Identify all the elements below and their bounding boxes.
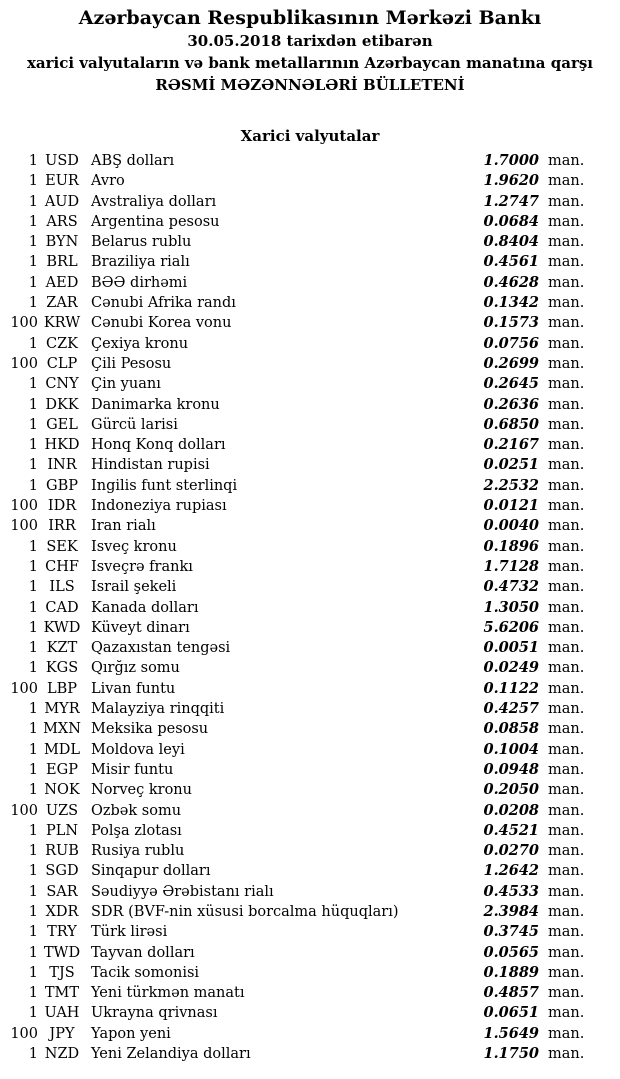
currency-name: Ukrayna qrivnası — [91, 1005, 218, 1022]
currency-quantity: 100 — [10, 315, 38, 332]
currency-code: HKD — [44, 437, 80, 454]
rate-unit: man. — [548, 295, 585, 312]
currency-quantity: 100 — [10, 518, 38, 535]
currency-quantity: 1 — [28, 295, 38, 312]
rate-unit: man. — [548, 761, 585, 778]
currency-name: Kanada dolları — [91, 599, 199, 616]
currency-name: Misir funtu — [91, 761, 174, 778]
currency-code: LBP — [46, 680, 78, 697]
section-title-foreign-currencies: Xarici valyutalar — [240, 127, 380, 145]
rate-unit: man. — [548, 355, 585, 372]
currency-name: İndoneziya rupiası — [91, 498, 227, 515]
rate-unit: man. — [548, 903, 585, 920]
currency-quantity: 1 — [28, 213, 38, 230]
rate-value: 1.7128 — [483, 557, 539, 575]
currency-code: MXN — [43, 721, 81, 738]
currency-quantity: 1 — [28, 701, 38, 718]
currency-quantity: 1 — [28, 558, 38, 575]
exchange-rates-table — [0, 152, 620, 1065]
rate-value: 2.3984 — [483, 902, 539, 920]
rate-unit: man. — [548, 1046, 585, 1063]
currency-quantity: 1 — [28, 903, 38, 920]
rate-value: 0.0948 — [483, 760, 539, 778]
rate-unit: man. — [548, 863, 585, 880]
rate-unit: man. — [548, 944, 585, 961]
table-row — [0, 700, 620, 720]
rate-value: 0.1122 — [483, 679, 539, 697]
bulletin-title: RƏSMİ MƏZƏNNƏLƏRİ BÜLLETENİ — [155, 76, 465, 94]
rate-value: 0.4732 — [483, 578, 539, 596]
currency-quantity: 1 — [28, 863, 38, 880]
table-row — [0, 842, 620, 862]
currency-code: AUD — [44, 193, 80, 210]
rate-unit: man. — [548, 1025, 585, 1042]
currency-code: BRL — [46, 254, 78, 271]
currency-quantity: 1 — [28, 274, 38, 291]
currency-code: TWD — [43, 944, 81, 961]
rate-value: 0.0651 — [483, 1004, 539, 1022]
currency-quantity: 1 — [28, 376, 38, 393]
rate-unit: man. — [548, 741, 585, 758]
currency-code: CAD — [45, 599, 79, 616]
currency-code: AED — [45, 274, 79, 291]
currency-quantity: 1 — [28, 193, 38, 210]
rate-unit: man. — [548, 640, 585, 657]
currency-code: CZK — [45, 335, 78, 352]
currency-code: DKK — [45, 396, 79, 413]
table-row — [0, 720, 620, 740]
rate-value: 0.2645 — [483, 375, 539, 393]
rate-unit: man. — [548, 315, 585, 332]
currency-quantity: 1 — [28, 782, 38, 799]
table-row — [0, 416, 620, 436]
rate-value: 0.4257 — [483, 700, 539, 718]
rate-unit: man. — [548, 964, 585, 981]
currency-name: İran rialı — [91, 518, 156, 535]
currency-name: Küveyt dinarı — [91, 619, 190, 636]
rate-unit: man. — [548, 376, 585, 393]
currency-name: Norveç kronu — [91, 782, 192, 799]
currency-quantity: 1 — [28, 761, 38, 778]
currency-quantity: 1 — [28, 335, 38, 352]
currency-name: İsveç kronu — [91, 538, 177, 555]
bank-title: Azərbaycan Respublikasının Mərkəzi Bankı — [78, 7, 542, 29]
currency-name: Polşa zlotası — [91, 822, 182, 839]
rate-value: 0.4628 — [483, 273, 539, 291]
table-row — [0, 619, 620, 639]
currency-name: Cənubi Afrika randı — [91, 295, 236, 312]
table-row — [0, 436, 620, 456]
currency-name: Cənubi Korea vonu — [91, 315, 232, 332]
currency-code: UZS — [45, 802, 79, 819]
currency-code: ZAR — [46, 295, 78, 312]
currency-quantity: 1 — [28, 599, 38, 616]
currency-quantity: 1 — [28, 437, 38, 454]
currency-quantity: 100 — [10, 680, 38, 697]
currency-quantity: 1 — [28, 234, 38, 251]
currency-code: ILS — [49, 579, 75, 596]
table-row — [0, 761, 620, 781]
rate-value: 1.9620 — [483, 172, 539, 190]
currency-quantity: 1 — [28, 985, 38, 1002]
table-row — [0, 375, 620, 395]
currency-code: RUB — [45, 843, 79, 860]
currency-quantity: 1 — [28, 173, 38, 190]
rate-unit: man. — [548, 335, 585, 352]
table-row — [0, 984, 620, 1004]
table-row — [0, 578, 620, 598]
currency-code: JPY — [49, 1025, 75, 1042]
currency-code: BYN — [45, 234, 79, 251]
currency-code: TJS — [49, 964, 75, 981]
rate-value: 1.2642 — [483, 862, 539, 880]
currency-quantity: 1 — [28, 254, 38, 271]
currency-quantity: 1 — [28, 1046, 38, 1063]
currency-name: Yeni türkmən manatı — [91, 985, 245, 1002]
currency-code: GBP — [46, 477, 78, 494]
rate-value: 1.2747 — [483, 192, 539, 210]
table-row — [0, 1004, 620, 1024]
table-row — [0, 497, 620, 517]
rate-value: 0.0051 — [483, 639, 539, 657]
currency-name: Özbək somu — [91, 802, 182, 819]
currency-quantity: 1 — [28, 1005, 38, 1022]
table-row — [0, 193, 620, 213]
currency-name: Çili Pesosu — [91, 355, 172, 372]
rate-unit: man. — [548, 924, 585, 941]
currency-code: MDL — [43, 741, 81, 758]
rate-value: 0.8404 — [483, 233, 539, 251]
rate-value: 0.4521 — [483, 821, 539, 839]
table-row — [0, 923, 620, 943]
currency-quantity: 1 — [28, 579, 38, 596]
table-row — [0, 396, 620, 416]
rate-value: 5.6206 — [483, 618, 539, 636]
effective-date-line: 30.05.2018 tarixdən etibarən — [187, 32, 433, 50]
rate-value: 1.1750 — [483, 1045, 539, 1063]
currency-name: Çin yuanı — [91, 376, 161, 393]
currency-code: USD — [45, 153, 79, 169]
currency-quantity: 1 — [28, 416, 38, 433]
currency-name: Honq Konq dolları — [91, 437, 226, 454]
table-row — [0, 781, 620, 801]
currency-code: EUR — [45, 173, 79, 190]
currency-quantity: 100 — [10, 498, 38, 515]
currency-code: TRY — [47, 924, 77, 941]
rate-value: 0.0251 — [483, 456, 539, 474]
table-row — [0, 1045, 620, 1065]
currency-code: CHF — [45, 558, 79, 575]
currency-name: İsveçrə frankı — [91, 558, 193, 575]
currency-name: İngilis funt sterlinqi — [91, 477, 238, 494]
table-row — [0, 802, 620, 822]
currency-code: GEL — [46, 416, 78, 433]
currency-quantity: 100 — [10, 802, 38, 819]
rate-value: 0.6850 — [483, 415, 539, 433]
currency-name: Gürcü larisi — [91, 416, 178, 433]
rate-unit: man. — [548, 802, 585, 819]
currency-code: EGP — [46, 761, 78, 778]
rate-value: 2.2532 — [483, 476, 539, 494]
rate-unit: man. — [548, 782, 585, 799]
table-row — [0, 639, 620, 659]
table-row — [0, 558, 620, 578]
rate-value: 0.2050 — [483, 781, 539, 799]
rate-value: 0.1342 — [483, 294, 539, 312]
table-row — [0, 1025, 620, 1045]
currency-quantity: 100 — [10, 355, 38, 372]
rate-unit: man. — [548, 213, 585, 230]
currency-code: NOK — [44, 782, 80, 799]
currency-quantity: 1 — [28, 964, 38, 981]
rate-value: 0.1896 — [483, 537, 539, 555]
currency-name: Belarus rublu — [91, 234, 192, 251]
table-row — [0, 152, 620, 172]
rate-unit: man. — [548, 599, 585, 616]
rate-unit: man. — [548, 721, 585, 738]
currency-name: Hindistan rupisi — [91, 457, 210, 474]
rate-value: 0.3745 — [483, 923, 539, 941]
currency-name: Avro — [91, 173, 125, 190]
currency-name: Yapon yeni — [91, 1025, 171, 1042]
currency-name: Sinqapur dolları — [91, 863, 211, 880]
currency-code: ARS — [46, 213, 78, 230]
currency-quantity: 1 — [28, 944, 38, 961]
currency-name: Qazaxıstan tengəsi — [91, 640, 231, 657]
table-row — [0, 172, 620, 192]
rate-unit: man. — [548, 498, 585, 515]
rate-value: 0.0858 — [483, 720, 539, 738]
table-row — [0, 253, 620, 273]
currency-name: Avstraliya dolları — [91, 193, 217, 210]
table-row — [0, 883, 620, 903]
currency-name: Səudiyyə Ərəbistanı rialı — [91, 883, 274, 900]
currency-code: IRR — [48, 518, 76, 535]
currency-quantity: 1 — [28, 741, 38, 758]
currency-code: KZT — [46, 640, 78, 657]
currency-quantity: 1 — [28, 477, 38, 494]
rate-value: 1.3050 — [483, 598, 539, 616]
rate-value: 1.5649 — [483, 1024, 539, 1042]
rate-value: 0.2636 — [483, 395, 539, 413]
rate-value: 0.4533 — [483, 882, 539, 900]
currency-code: KRW — [43, 315, 81, 332]
currency-name: Çexiya kronu — [91, 335, 189, 352]
table-row — [0, 944, 620, 964]
currency-quantity: 1 — [28, 822, 38, 839]
table-row — [0, 659, 620, 679]
table-row — [0, 903, 620, 923]
currency-quantity: 1 — [28, 538, 38, 555]
rate-unit: man. — [548, 558, 585, 575]
rate-unit: man. — [548, 193, 585, 210]
currency-quantity: 1 — [28, 721, 38, 738]
currency-code: IDR — [47, 498, 77, 515]
currency-name: Yeni Zelandiya dolları — [91, 1046, 251, 1063]
table-row — [0, 741, 620, 761]
rate-unit: man. — [548, 457, 585, 474]
table-row — [0, 294, 620, 314]
currency-name: Livan funtu — [91, 680, 176, 697]
currency-code: SEK — [46, 538, 78, 555]
rate-value: 0.0208 — [483, 801, 539, 819]
table-row — [0, 233, 620, 253]
currency-code: MYR — [44, 701, 80, 718]
currency-quantity: 1 — [28, 660, 38, 677]
currency-name: Tayvan dolları — [91, 944, 195, 961]
bulletin-subtitle: xarici valyutaların və bank metallarının Azərbaycan manatına qarşı — [26, 54, 594, 72]
rate-unit: man. — [548, 254, 585, 271]
rate-unit: man. — [548, 660, 585, 677]
currency-name: Qırğız somu — [91, 660, 180, 677]
rate-unit: man. — [548, 985, 585, 1002]
currency-code: SAR — [46, 883, 78, 900]
currency-quantity: 1 — [28, 640, 38, 657]
currency-name: Tacik somonisi — [91, 964, 200, 981]
table-row — [0, 355, 620, 375]
rate-unit: man. — [548, 701, 585, 718]
rate-unit: man. — [548, 619, 585, 636]
currency-name: BƏƏ dirhəmi — [91, 274, 188, 291]
currency-code: CLP — [46, 355, 78, 372]
rate-unit: man. — [548, 883, 585, 900]
rate-unit: man. — [548, 153, 585, 169]
table-row — [0, 335, 620, 355]
table-row — [0, 599, 620, 619]
rate-value: 0.2699 — [483, 354, 539, 372]
rate-unit: man. — [548, 518, 585, 535]
rate-unit: man. — [548, 1005, 585, 1022]
currency-code: KWD — [43, 619, 81, 636]
currency-code: SGD — [45, 863, 79, 880]
currency-code: KGS — [45, 660, 79, 677]
currency-quantity: 1 — [28, 396, 38, 413]
currency-quantity: 1 — [28, 883, 38, 900]
currency-code: NZD — [44, 1046, 80, 1063]
currency-name: Rusiya rublu — [91, 843, 185, 860]
currency-name: Moldova leyi — [91, 741, 185, 758]
rate-value: 0.4561 — [483, 253, 539, 271]
table-row — [0, 517, 620, 537]
table-row — [0, 822, 620, 842]
rate-value: 0.0121 — [483, 497, 539, 515]
currency-quantity: 100 — [10, 1025, 38, 1042]
rate-value: 0.0756 — [483, 334, 539, 352]
rate-value: 0.1573 — [483, 314, 539, 332]
currency-name: Danimarka kronu — [91, 396, 220, 413]
currency-code: CNY — [45, 376, 79, 393]
rate-value: 0.0040 — [483, 517, 539, 535]
currency-name: Türk lirəsi — [91, 924, 168, 941]
table-row — [0, 538, 620, 558]
table-row — [0, 680, 620, 700]
table-row — [0, 964, 620, 984]
rate-unit: man. — [548, 822, 585, 839]
table-row — [0, 862, 620, 882]
currency-quantity: 1 — [28, 843, 38, 860]
rate-unit: man. — [548, 173, 585, 190]
rate-unit: man. — [548, 538, 585, 555]
currency-quantity: 1 — [28, 457, 38, 474]
rate-value: 0.0565 — [483, 943, 539, 961]
rate-unit: man. — [548, 680, 585, 697]
rate-unit: man. — [548, 274, 585, 291]
rate-value: 0.2167 — [483, 436, 539, 454]
currency-code: TMT — [44, 985, 80, 1002]
rate-value: 0.1889 — [483, 963, 539, 981]
currency-quantity: 1 — [28, 924, 38, 941]
document-header — [0, 6, 620, 96]
currency-quantity: 1 — [28, 153, 38, 169]
rate-unit: man. — [548, 843, 585, 860]
rate-unit: man. — [548, 477, 585, 494]
currency-code: PLN — [45, 822, 79, 839]
currency-code: UAH — [44, 1005, 80, 1022]
table-row — [0, 314, 620, 334]
rate-value: 0.4857 — [483, 984, 539, 1002]
currency-quantity: 1 — [28, 619, 38, 636]
currency-name: Malayziya rinqqiti — [91, 701, 225, 718]
rate-value: 0.0684 — [483, 212, 539, 230]
rate-unit: man. — [548, 416, 585, 433]
rate-value: 0.0249 — [483, 659, 539, 677]
table-row — [0, 456, 620, 476]
currency-name: SDR (BVF-nin xüsusi borcalma hüquqları) — [91, 903, 399, 920]
rate-unit: man. — [548, 396, 585, 413]
currency-name: Meksika pesosu — [91, 721, 209, 738]
table-row — [0, 477, 620, 497]
rate-value: 0.1004 — [483, 740, 539, 758]
rate-unit: man. — [548, 579, 585, 596]
table-row — [0, 213, 620, 233]
rate-unit: man. — [548, 437, 585, 454]
currency-name: Braziliya rialı — [91, 254, 190, 271]
currency-name: ABŞ dolları — [91, 153, 175, 169]
table-row — [0, 274, 620, 294]
currency-code: XDR — [45, 903, 79, 920]
currency-name: İsrail şekeli — [91, 579, 177, 596]
rate-unit: man. — [548, 234, 585, 251]
currency-code: INR — [47, 457, 77, 474]
rate-value: 1.7000 — [483, 152, 539, 169]
rate-value: 0.0270 — [483, 842, 539, 860]
currency-name: Argentina pesosu — [91, 213, 220, 230]
